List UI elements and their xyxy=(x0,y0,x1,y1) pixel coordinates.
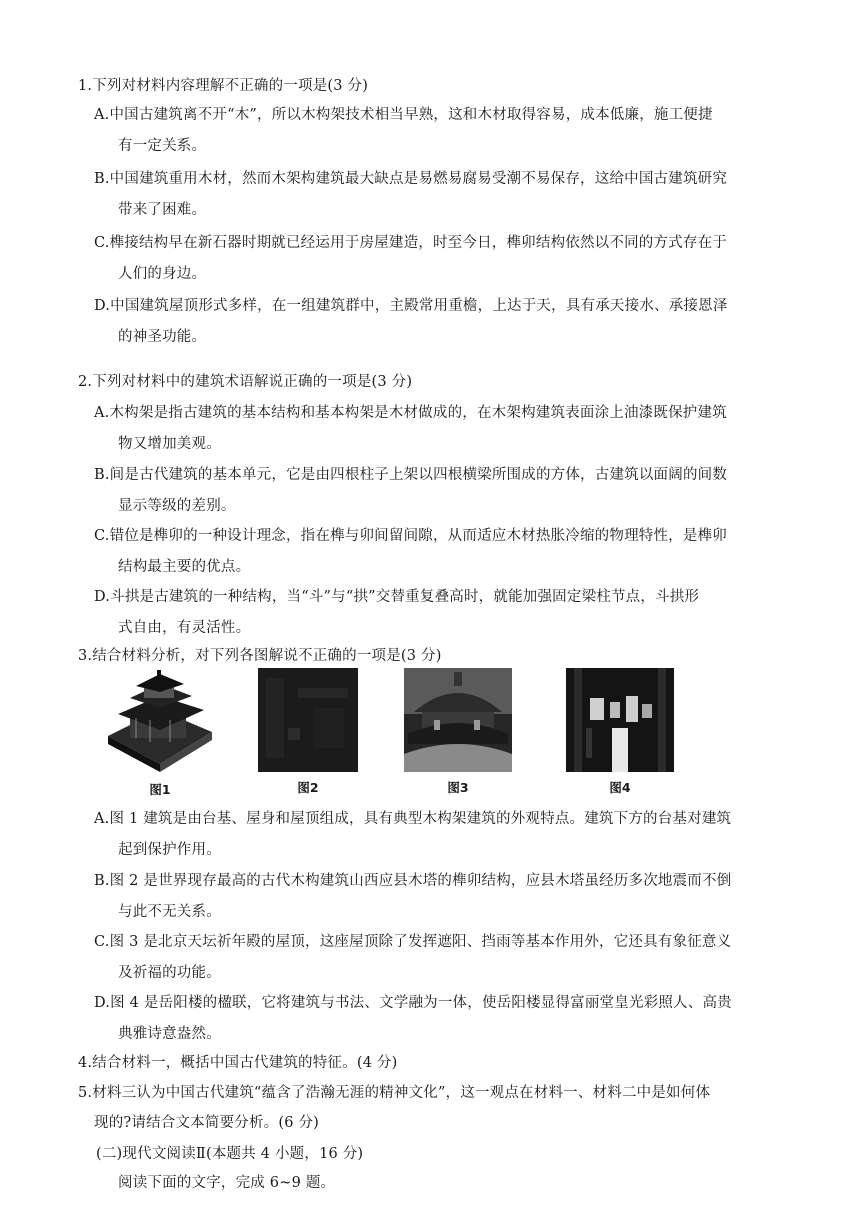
q2-option-d-cont: 式自由，有灵活性。 xyxy=(118,620,251,636)
q2-option-c: C.错位是榫卯的一种设计理念，指在榫与卯间留间隙，从而适应木材热胀冷缩的物理特性，是榫卯 xyxy=(94,528,727,544)
q3-option-d-cont: 典雅诗意盎然。 xyxy=(118,1026,221,1042)
q1-option-d: D.中国建筑屋顶形式多样，在一组建筑群中，主殿常用重檐，上达于天，具有承天接水、承接恩泽 xyxy=(94,298,728,314)
q3-option-b: B.图 2 是世界现存最高的古代木构建筑山西应县木塔的榫卯结构，应县木塔虽经历多次地震而不倒 xyxy=(94,873,732,889)
q3-option-b-cont: 与此不无关系。 xyxy=(118,904,221,920)
q1-option-b-cont: 带来了困难。 xyxy=(118,202,207,218)
q3-option-c: C.图 3 是北京天坛祈年殿的屋顶，这座屋顶除了发挥遮阳、挡雨等基本作用外，它还具有象征意义 xyxy=(94,934,732,950)
figure-3 xyxy=(404,668,512,798)
q1-option-d-cont: 的神圣功能。 xyxy=(118,329,207,345)
q3-option-d: D.图 4 是岳阳楼的楹联，它将建筑与书法、文学融为一体，使岳阳楼显得富丽堂皇光彩照人、高贵 xyxy=(94,995,732,1011)
q1-option-a-cont: 有一定关系。 xyxy=(118,138,207,154)
q4-stem: 4.结合材料一，概括中国古代建筑的特征。(4 分) xyxy=(78,1055,398,1071)
figure-4 xyxy=(566,668,674,798)
figure-row xyxy=(100,668,800,798)
q3-stem: 3.结合材料分析，对下列各图解说不正确的一项是(3 分) xyxy=(78,648,442,664)
q1-option-b: B.中国建筑重用木材，然而木架构建筑最大缺点是易燃易腐易受潮不易保存，这给中国古建筑研究 xyxy=(94,171,728,187)
q3-option-c-cont: 及祈福的功能。 xyxy=(118,965,221,981)
figure-3-image xyxy=(404,668,512,772)
q2-option-b-cont: 显示等级的差别。 xyxy=(118,498,236,514)
q2-stem: 2.下列对材料中的建筑术语解说正确的一项是(3 分) xyxy=(78,374,413,390)
figure-4-image xyxy=(566,668,674,772)
figure-3-caption: 图3 xyxy=(447,780,469,795)
q1-option-a: A.中国古建筑离不开“木”，所以木构架技术相当早熟，这和木材取得容易，成本低廉，施工便捷 xyxy=(94,107,713,123)
q2-option-a-cont: 物又增加美观。 xyxy=(118,436,221,452)
figure-2 xyxy=(258,668,358,798)
section-instruction: 阅读下面的文字，完成 6~9 题。 xyxy=(118,1175,336,1191)
figure-2-caption: 图2 xyxy=(297,780,319,795)
section-heading: (二)现代文阅读Ⅱ(本题共 4 小题，16 分) xyxy=(96,1146,364,1162)
q1-stem: 1.下列对材料内容理解不正确的一项是(3 分) xyxy=(78,78,369,94)
q5-stem-cont: 现的?请结合文本简要分析。(6 分) xyxy=(94,1115,320,1131)
figure-1-caption: 图1 xyxy=(149,782,171,797)
figure-1 xyxy=(100,668,220,798)
q1-option-c-cont: 人们的身边。 xyxy=(118,266,207,282)
figure-4-caption: 图4 xyxy=(609,780,631,795)
q3-option-a-cont: 起到保护作用。 xyxy=(118,842,221,858)
figure-2-image xyxy=(258,668,358,772)
q2-option-a: A.木构架是指古建筑的基本结构和基本构架是木材做成的，在木架构建筑表面涂上油漆既保护建筑 xyxy=(94,405,727,421)
figure-1-image xyxy=(100,668,220,776)
q2-option-c-cont: 结构最主要的优点。 xyxy=(118,559,251,575)
q1-option-c: C.榫接结构早在新石器时期就已经运用于房屋建造，时至今日，榫卯结构依然以不同的方式存在于 xyxy=(94,235,727,251)
q5-stem: 5.材料三认为中国古代建筑“蕴含了浩瀚无涯的精神文化”，这一观点在材料一、材料二中是如何体 xyxy=(78,1085,711,1101)
q2-option-b: B.间是古代建筑的基本单元，它是由四根柱子上架以四根横梁所围成的方体，古建筑以面阔的间数 xyxy=(94,467,728,483)
q2-option-d: D.斗拱是古建筑的一种结构，当“斗”与“拱”交替重复叠高时，就能加强固定梁柱节点，斗拱形 xyxy=(94,589,700,605)
q3-option-a: A.图 1 建筑是由台基、屋身和屋顶组成，具有典型木构架建筑的外观特点。建筑下方的台基对建筑 xyxy=(94,811,732,827)
